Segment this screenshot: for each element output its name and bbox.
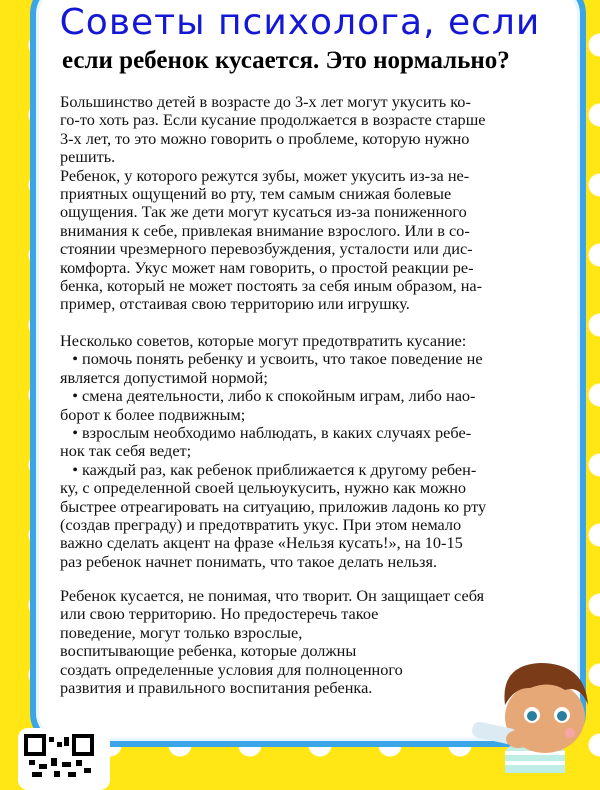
child-illustration: [470, 655, 600, 773]
paragraph-tips: Несколько советов, которые могут предотвратить кусание: • помочь понять ребенку и усвоить, что такое поведение не является допустимой нормой; • смена деятельности, либо к спокойным играм, либо нао- борот к более подвижным; • взрослым необходимо наблюдать, в каких случаях ребе- нок так себя ведет; • каждый раз, как ребенок приближается к другому ребен- ку, с определенной своей цельюукусить, нужно как можно быстрее отреагировать на ситуацию, приложив ладонь ко рту (создав преграду) и предотвратить укус. При этом немало важно сделать акцент на фразе «Нельзя кусать!», на 10-15 раз ребенок начнет понимать, что такое делать нельзя.: [60, 331, 487, 571]
qr-code[interactable]: [18, 728, 110, 790]
paragraph-conclusion: Ребенок кусается, не понимая, что творит. Он защищает себя или свою территорию. Но предостеречь такое поведение, могут только взрослые, воспитывающие ребенка, которые должны создать определенные условия для полноценного развития и правильного воспитания ребенка.: [60, 586, 485, 698]
paragraph-intro: Большинство детей в возрасте до 3-х лет могут укусить ко- го-то хоть раз. Если кусание продолжается в возрасте старше 3-х лет, то это можно говорить о проблеме, которую нужно решить. Ребенок, у которого режутся зубы, может укусить из-за не- приятных ощущений во рту, тем самым снижая болевые ощущения. Так же дети могут кусаться из-за пониженного внимания к себе, привлекая внимание взрослого. Или в со- стоянии чрезмерного перевозбуждения, усталости или дис- комфорта. Укус может нам говорить, о простой реакции ре- бенка, который не может постоять за себя иным образом, на- пример, отстаивая свою территорию или игрушку.: [60, 92, 486, 314]
qr-code-icon: [24, 734, 94, 779]
page-subtitle: если ребенок кусается. Это нормально?: [62, 47, 510, 74]
page-title: Советы психолога, если: [59, 2, 541, 43]
